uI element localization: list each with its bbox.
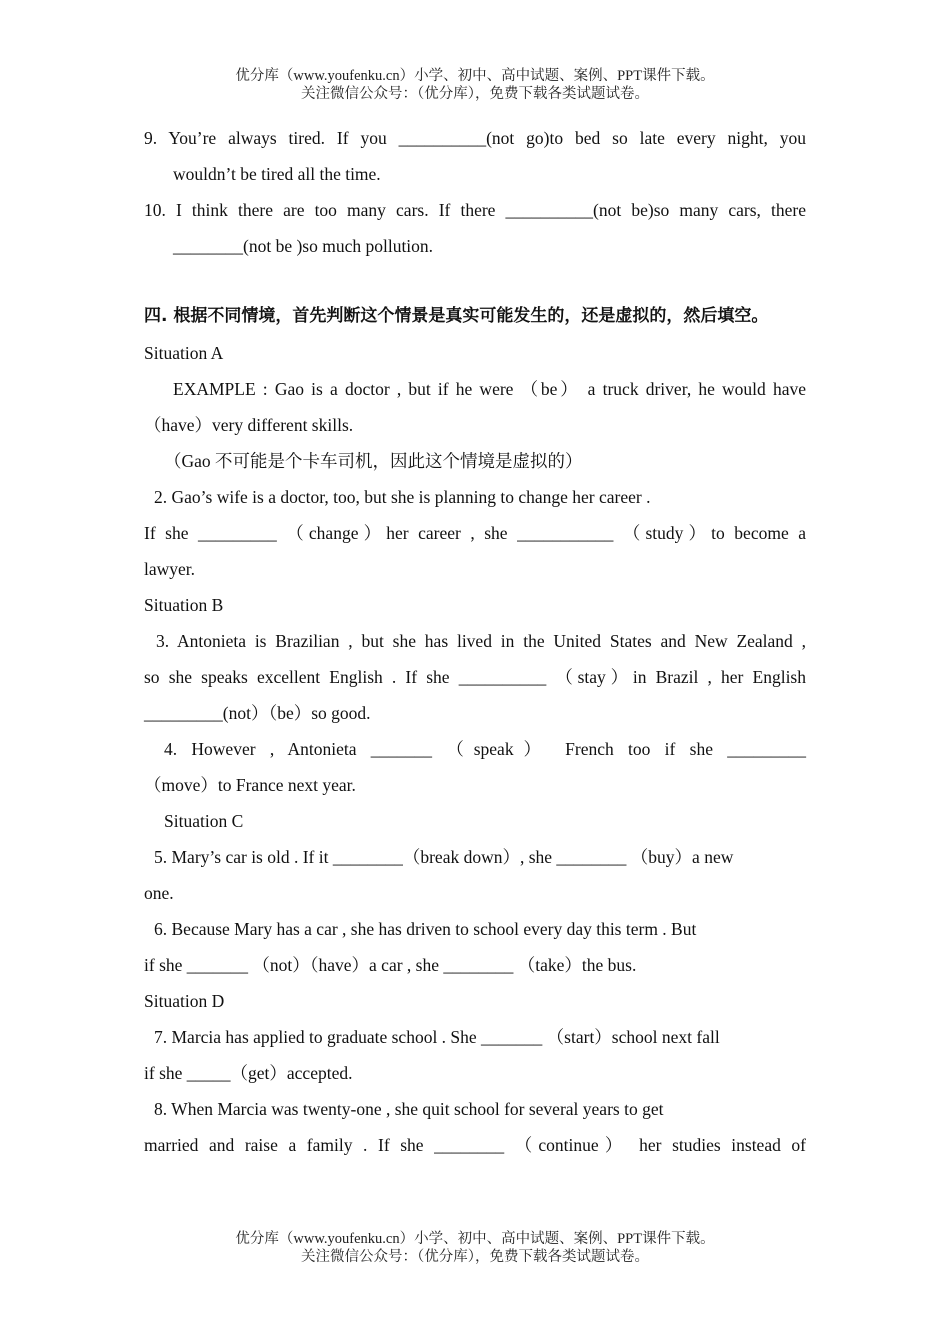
question-6-line-1: 6. Because Mary has a car , she has driven to school every day this term . But [154, 919, 697, 939]
header-line-1: 优分库（www.youfenku.cn）小学、初中、高中试题、案例、PPT课件下载。 [235, 68, 715, 84]
question-8-line-2: married and raise a family . If she ________ （continue） her studies instead of [144, 1135, 806, 1155]
question-7-line-2: if she _____（get）accepted. [144, 1063, 353, 1083]
question-4-line-1: 4. However , Antonieta _______ （speak） French too if she _________ [164, 739, 806, 759]
question-2-line-3: lawyer. [144, 559, 196, 579]
question-4-line-2: （move）to France next year. [144, 775, 356, 795]
question-9-line-1: 9. You’re always tired. If you __________(not go)to bed so late every night, you [144, 128, 806, 148]
question-8-line-1: 8. When Marcia was twenty-one , she quit school for several years to get [154, 1099, 664, 1119]
section-4-title: 四. 根据不同情境，首先判断这个情景是真实可能发生的，还是虚拟的，然后填空。 [144, 306, 769, 326]
question-5-line-1: 5. Mary’s car is old . If it ________（break down）, she ________ （buy）a new [154, 847, 734, 867]
question-2-line-1: 2. Gao’s wife is a doctor, too, but she is planning to change her career . [154, 487, 651, 507]
document-body [144, 120, 806, 1163]
situation-a-example: EXAMPLE : Gao is a doctor , but if he were （be） a truck driver, he would have（have）very different skills. [144, 379, 806, 435]
question-9-line-2: wouldn’t be tired all the time. [173, 164, 381, 184]
question-6-line-2: if she _______ （not）（have）a car , she ________ （take）the bus. [144, 955, 637, 975]
situation-a-note: （Gao 不可能是个卡车司机，因此这个情境是虚拟的） [164, 451, 583, 471]
question-10-line-2: ________(not be )so much pollution. [173, 236, 434, 256]
page-footer [0, 1230, 950, 1266]
question-10-line-1: 10. I think there are too many cars. If there __________(not be)so many cars, there [144, 200, 806, 220]
header-line-2: 关注微信公众号：（优分库），免费下载各类试题试卷。 [301, 86, 649, 102]
question-2-line-2: If she _________ （change）her career , she ___________ （study）to become a [144, 523, 806, 543]
question-3-line-3: _________(not）（be）so good. [144, 703, 371, 723]
page-header [0, 67, 950, 103]
footer-line-2: 关注微信公众号：（优分库），免费下载各类试题试卷。 [301, 1249, 649, 1265]
question-3-line-2: so she speaks excellent English . If she __________ （stay）in Brazil , her English [144, 667, 806, 687]
situation-c-label: Situation C [164, 811, 244, 831]
situation-b-label: Situation B [144, 595, 224, 615]
situation-a-label: Situation A [144, 343, 224, 363]
question-7-line-1: 7. Marcia has applied to graduate school . She _______ （start）school next fall [154, 1027, 720, 1047]
situation-d-label: Situation D [144, 991, 225, 1011]
question-3-line-1: 3. Antonieta is Brazilian , but she has lived in the United States and New Zealand , [156, 631, 806, 651]
footer-line-1: 优分库（www.youfenku.cn）小学、初中、高中试题、案例、PPT课件下载。 [235, 1231, 715, 1247]
question-5-line-2: one. [144, 883, 174, 903]
